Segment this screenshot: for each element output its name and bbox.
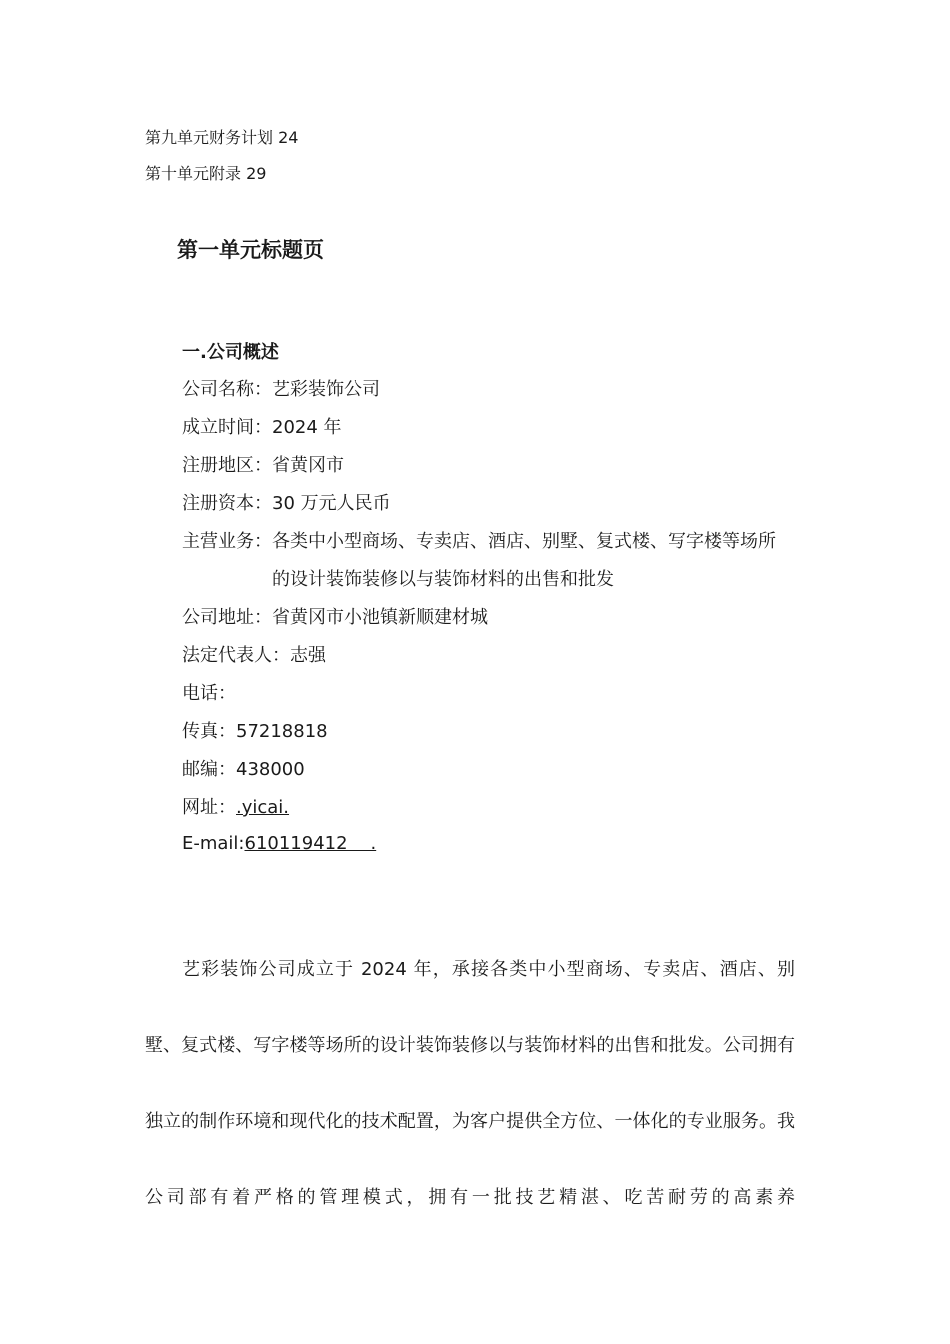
- info-row-business: [182, 523, 792, 599]
- info-row-website: [182, 789, 289, 827]
- info-row-address: [182, 599, 488, 637]
- info-label: 邮编：: [182, 759, 236, 780]
- email-link[interactable]: 610119412 .: [244, 833, 377, 854]
- info-row-founded: [182, 409, 342, 447]
- info-label: 公司名称：: [182, 379, 272, 400]
- info-value: 艺彩装饰公司: [272, 379, 380, 400]
- info-label: 网址：: [182, 797, 236, 818]
- info-row-region: [182, 447, 344, 485]
- info-value: 2024 年: [272, 417, 342, 438]
- info-value: 志强: [290, 645, 326, 666]
- info-label: 主营业务：: [182, 531, 272, 552]
- info-label: 公司地址：: [182, 607, 272, 628]
- info-label: 法定代表人：: [182, 645, 290, 666]
- toc-item-finance-plan: 第九单元财务计划 24: [145, 128, 299, 147]
- info-row-fax: [182, 713, 328, 751]
- toc-item-appendix: 第十单元附录 29: [145, 164, 267, 183]
- info-value: 438000: [236, 759, 305, 780]
- info-row-email: [182, 825, 376, 863]
- info-row-phone: [182, 675, 236, 713]
- info-label: 传真：: [182, 721, 236, 742]
- info-row-postcode: [182, 751, 305, 789]
- info-value: 省黄冈市: [272, 455, 344, 476]
- info-label: 电话：: [182, 683, 236, 704]
- info-value: 30 万元人民币: [272, 493, 391, 514]
- website-link[interactable]: .yicai.: [236, 797, 290, 818]
- section-title: 第一单元标题页: [177, 238, 324, 262]
- company-intro-paragraph: 艺彩装饰公司成立于 2024 年，承接各类中小型商场、专卖店、酒店、别墅、复式楼、写字楼等场所的设计装饰装修以与装饰材料的出售和批发。公司拥有独立的制作环境和现代化的技术配置，为客户提供全方位、一体化的专业服务。我公司部有着严格的管理模式，拥有一批技艺精湛、吃苦耐劳的高素养: [145, 959, 795, 1208]
- info-row-legal-rep: [182, 637, 326, 675]
- info-row-company-name: [182, 371, 380, 409]
- info-value: 省黄冈市小池镇新顺建材城: [272, 607, 488, 628]
- info-label: 注册资本：: [182, 493, 272, 514]
- info-value: 各类中小型商场、专卖店、酒店、别墅、复式楼、写字楼等场所的设计装饰装修以与装饰材料的出售和批发: [272, 531, 776, 590]
- info-label: 注册地区：: [182, 455, 272, 476]
- info-label: 成立时间：: [182, 417, 272, 438]
- info-label: E-mail:: [182, 833, 245, 854]
- info-row-capital: [182, 485, 391, 523]
- overview-heading: 一.公司概述: [182, 342, 279, 363]
- info-value: 57218818: [236, 721, 328, 742]
